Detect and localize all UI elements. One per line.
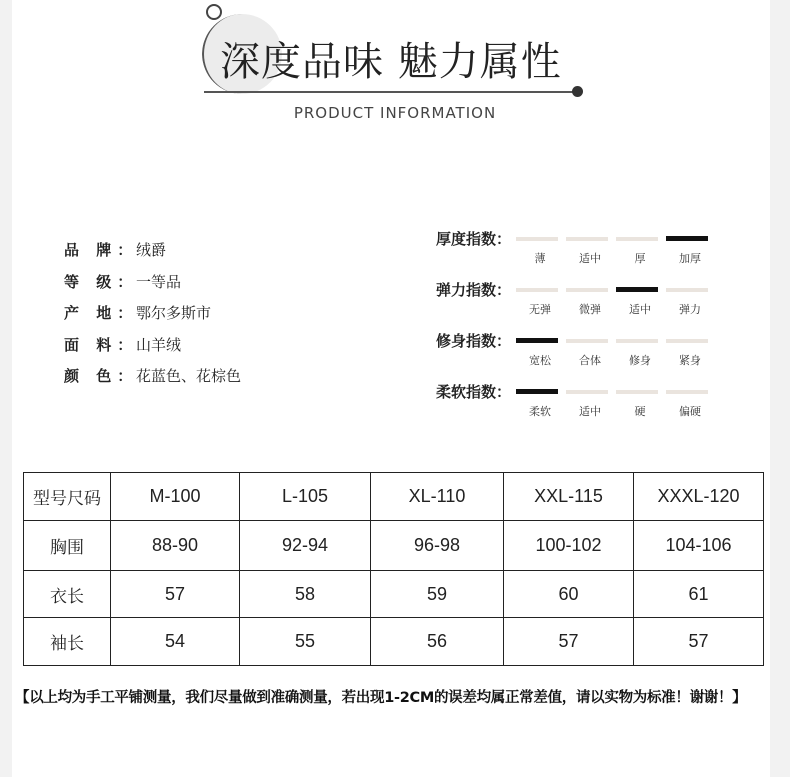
- index-option: 硬: [634, 405, 646, 418]
- section-header: [0, 0, 790, 140]
- info-label: 产 地：: [64, 304, 139, 323]
- section-title: 深度品味 魅力属性: [220, 39, 562, 85]
- index-option: 修身: [629, 354, 651, 367]
- table-row: [24, 521, 764, 571]
- index-bar: [516, 237, 558, 241]
- index-option: 微弹: [579, 303, 601, 316]
- table-cell: 胸围: [24, 521, 111, 571]
- table-cell: 58: [240, 571, 371, 618]
- table-cell: 袖长: [24, 618, 111, 666]
- index-label: 弹力指数：: [436, 281, 512, 299]
- section-subtitle: PRODUCT INFORMATION: [293, 104, 497, 122]
- index-bar: [566, 339, 608, 343]
- info-value: 绒爵: [136, 241, 167, 260]
- info-label: 品 牌：: [64, 241, 139, 260]
- index-bar: [666, 236, 708, 241]
- index-option: 弹力: [679, 303, 701, 316]
- index-bar: [666, 288, 708, 292]
- index-bar: [566, 288, 608, 292]
- index-option: 薄: [534, 252, 546, 265]
- table-row: [24, 618, 764, 666]
- info-label: 颜 色：: [64, 367, 139, 386]
- measurement-note: 【以上均为手工平铺测量，我们尽量做到准确测量，若出现1-2CM的误差均属正常差值，请以实物为标准！谢谢！】: [15, 690, 747, 706]
- index-bar: [516, 389, 558, 394]
- index-label: 厚度指数：: [436, 230, 512, 248]
- index-option: 无弹: [529, 303, 551, 316]
- info-row-fabric: [64, 329, 241, 361]
- table-cell: 59: [371, 571, 504, 618]
- info-label: 面 料：: [64, 335, 139, 354]
- index-option: 厚: [634, 252, 646, 265]
- index-label: 修身指数：: [436, 332, 512, 350]
- table-cell: 57: [504, 618, 634, 666]
- info-row-brand: [64, 234, 241, 266]
- title-underline: [204, 91, 576, 93]
- table-header-row: [24, 473, 764, 521]
- index-option: 紧身: [679, 354, 701, 367]
- decorative-ring: [206, 4, 222, 20]
- index-bar: [616, 390, 658, 394]
- table-cell: 56: [371, 618, 504, 666]
- info-value: 山羊绒: [136, 335, 182, 354]
- index-bar: [516, 288, 558, 292]
- table-cell: 54: [111, 618, 240, 666]
- table-header-cell: L-105: [240, 473, 371, 521]
- info-row-color: [64, 360, 241, 392]
- index-bar: [516, 338, 558, 343]
- index-option: 柔软: [529, 405, 551, 418]
- info-label: 等 级：: [64, 272, 139, 291]
- table-row: [24, 571, 764, 618]
- index-label: 柔软指数：: [436, 383, 512, 401]
- index-option: 加厚: [679, 252, 701, 265]
- info-row-origin: [64, 297, 241, 329]
- index-bar: [566, 390, 608, 394]
- info-value: 花蓝色、花棕色: [136, 367, 242, 386]
- table-cell: 92-94: [240, 521, 371, 571]
- table-cell: 57: [111, 571, 240, 618]
- index-option: 合体: [579, 354, 601, 367]
- title-dot: [572, 86, 583, 97]
- table-cell: 60: [504, 571, 634, 618]
- index-bar: [566, 237, 608, 241]
- index-bar: [666, 390, 708, 394]
- table-cell: 96-98: [371, 521, 504, 571]
- info-row-grade: [64, 266, 241, 298]
- size-table: [23, 472, 764, 666]
- table-cell: 衣长: [24, 571, 111, 618]
- table-cell: 61: [634, 571, 764, 618]
- index-bar: [666, 339, 708, 343]
- index-bar: [616, 287, 658, 292]
- info-value: 一等品: [136, 272, 182, 291]
- table-header-cell: 型号尺码: [24, 473, 111, 521]
- index-bar: [616, 237, 658, 241]
- table-header-cell: M-100: [111, 473, 240, 521]
- table-cell: 88-90: [111, 521, 240, 571]
- table-header-cell: XXL-115: [504, 473, 634, 521]
- product-info-list: [64, 234, 241, 392]
- table-cell: 55: [240, 618, 371, 666]
- index-bar: [616, 339, 658, 343]
- table-cell: 100-102: [504, 521, 634, 571]
- index-option: 宽松: [529, 354, 551, 367]
- table-cell: 104-106: [634, 521, 764, 571]
- info-value: 鄂尔多斯市: [136, 304, 212, 323]
- table-header-cell: XXXL-120: [634, 473, 764, 521]
- index-option: 适中: [579, 405, 601, 418]
- table-cell: 57: [634, 618, 764, 666]
- index-option: 适中: [579, 252, 601, 265]
- table-header-cell: XL-110: [371, 473, 504, 521]
- index-option: 偏硬: [679, 405, 701, 418]
- index-option: 适中: [629, 303, 651, 316]
